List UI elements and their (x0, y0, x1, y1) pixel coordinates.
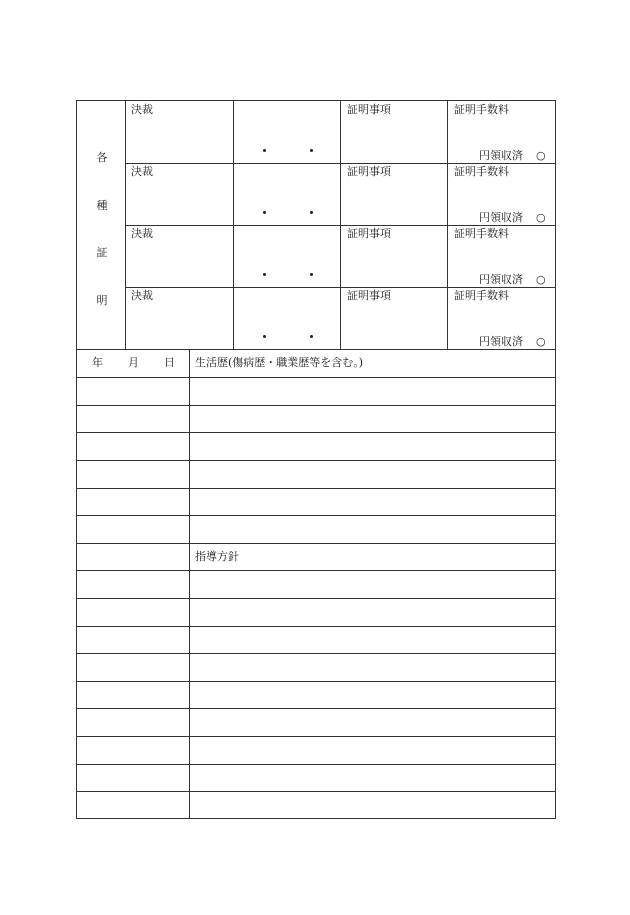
decision-label: 決裁 (131, 165, 153, 178)
matter-label: 証明事項 (347, 103, 391, 116)
date-separator-dot (263, 273, 266, 276)
fee-label: 証明手数料 (454, 103, 509, 116)
date-separator-dot (310, 273, 313, 276)
life-history-label: 生活歴(傷病歴・職業歴等を含む。) (195, 356, 364, 369)
date-separator-dot (263, 149, 266, 152)
matter-label: 証明事項 (347, 227, 391, 240)
receipt-mark: ○ (536, 149, 546, 162)
side-char: 各 (96, 151, 108, 164)
matter-label: 証明事項 (347, 289, 391, 302)
certificate-row (77, 225, 555, 287)
fee-label: 証明手数料 (454, 165, 509, 178)
side-char: 種 (96, 199, 108, 212)
matter-label: 証明事項 (347, 165, 391, 178)
guidance-label: 指導方針 (195, 550, 239, 563)
month-header: 月 (128, 356, 139, 369)
record-form (76, 100, 556, 819)
decision-label: 決裁 (131, 289, 153, 302)
receipt-mark: ○ (536, 335, 546, 348)
date-separator-dot (310, 149, 313, 152)
receipt-mark: ○ (536, 273, 546, 286)
side-char: 明 (96, 294, 108, 307)
date-separator-dot (263, 211, 266, 214)
date-separator-dot (310, 211, 313, 214)
certificate-row (77, 101, 555, 163)
year-header: 年 (92, 356, 103, 369)
receipt-label: 円領収済 (479, 211, 523, 224)
receipt-label: 円領収済 (479, 273, 523, 286)
receipt-mark: ○ (536, 211, 546, 224)
date-separator-dot (310, 335, 313, 338)
day-header: 日 (164, 356, 175, 369)
history-header-row (77, 349, 555, 377)
decision-label: 決裁 (131, 227, 153, 240)
fee-label: 証明手数料 (454, 227, 509, 240)
receipt-label: 円領収済 (479, 149, 523, 162)
receipt-label: 円領収済 (479, 335, 523, 348)
fee-label: 証明手数料 (454, 289, 509, 302)
date-separator-dot (263, 335, 266, 338)
side-char: 証 (96, 246, 108, 259)
certificate-row (77, 163, 555, 225)
certificate-row (77, 287, 555, 349)
decision-label: 決裁 (131, 103, 153, 116)
